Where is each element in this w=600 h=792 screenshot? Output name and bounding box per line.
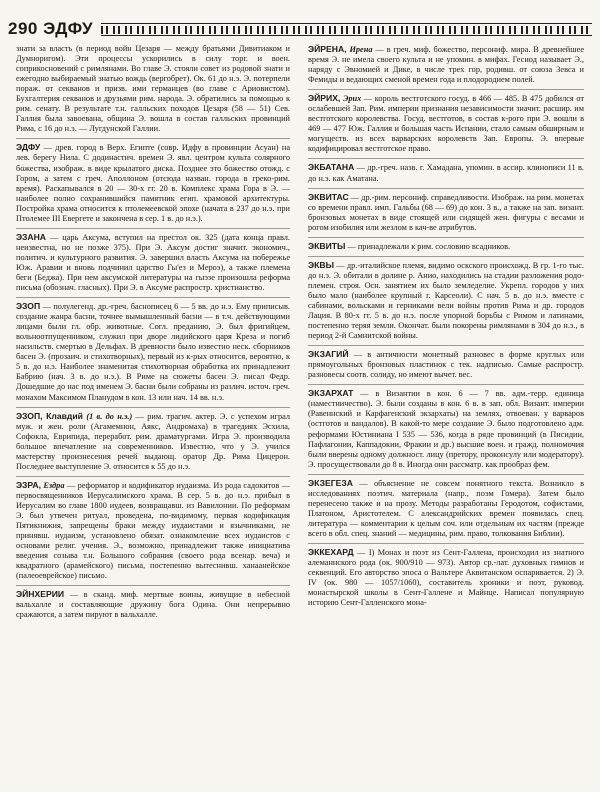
dictionary-entry: [16, 589, 290, 620]
dictionary-entry: [308, 478, 584, 539]
entry-divider: [308, 474, 584, 475]
entry-headword: ЭЙРИХ,: [308, 93, 341, 104]
entry-alt-name: Ирена: [349, 45, 373, 54]
entry-headword: ЭКЗЕГЕЗА: [308, 477, 353, 488]
entry-alt-name: Ездра: [43, 480, 65, 490]
entry-text: — принадлежали к рим. сословию всадников.: [347, 241, 511, 251]
entry-text: — рим. трагич. актер. Э. с успехом играл муж. и жен. роли (Агамемнон, Аякс, Андромаха) в трагедиях Эсхила, Софокла, Еврипида, переработ. рим. драматургами. Игра Э. производила большое впечатление на современников. Известно, что у Э. учился мастерству произнесения речей выдающ. оратор Др. Рима Цицерон. Последнее выступление Э. относится к 55 до н.э.: [16, 411, 290, 471]
dictionary-entry: [308, 241, 584, 252]
entry-headword: ЭЗОП, Клавдий: [16, 410, 83, 421]
entry-text: — в греч. миф. божество, персониф. мира. В древнейшее время Э. не имела своего культа и не упомин. в мифах. Гесиод называет Э., наряду с Эвномией и Дике, в числе трех гор, родивш. от союза Зевса и Фемиды и ведающих сменой времен года и плодородием полей.: [308, 45, 584, 85]
entry-headword: ЭЙНХЕРИИ: [16, 589, 65, 600]
page-number-heading: [8, 19, 93, 39]
entry-alt-name: Эрих: [342, 94, 362, 104]
entry-headword: ЭКВИТЫ: [308, 240, 346, 251]
entry-headword: ЭДФУ: [16, 142, 41, 153]
entry-divider: [308, 345, 584, 346]
entry-text: — древ. город в Верх. Египте (совр. Идфу в провинции Асуан) на лев. берегу Нила. С додинастич. времен Э. явл. центром культа солярного божества, изображ. в виде крылатого диска. Позднее это божество отожд. с Гором, а затем с греч. Аполлоном (отсюда назван. города в греко-рим. время). Раскапывался в 20 — 30-х гг. 20 в. Комплекс храма Гора в Э. — наиболее полно сохранившийся памятник егип. храмовой архитектуры. Постройка храма относится к птолемеевской эпохе (начата в 237 до н.э. при Птолемее III Евергете и закончена в сер. 1 в. до н.э.).: [16, 143, 290, 223]
entry-divider: [308, 188, 584, 189]
entry-alt-name: (1 в. до н.э.): [86, 411, 133, 421]
dictionary-entry: [308, 162, 584, 183]
dictionary-entry: [308, 192, 584, 233]
entry-text: — полулегенд. др.-греч. баснописец 6 — 5 вв. до н.э. Ему приписыв. создание жанра басни, точнее вымышленный басни — в т.ч. действующими лицами были гл. обр. животные. Согл. преданию, Э. был фригийцем, вольноотпущенником, служил при дворе лидийского царя Креза и погиб насильств. смертью в Дельфах. В древности было известно неск. сборников басен Э. (прозаич. и стихотворных), первый из к-рых относится, вероятно, к 5 в. до н.э. Наиболее знаменитая стихотворная обработка их принадлежит Бабрию (нач. 3 в. до н.э.). В Риме на сюжеты басен Э. писал Федр. Дошедшие до нас под именем Э. басни были собраны из различ. источ. греч. монахом Максимом Планудом в кон. 13 или нач. 14 вв. н.э.: [16, 302, 290, 402]
entry-divider: [16, 228, 290, 229]
entry-text: — в античности монетный разновес в форме круглых или прямоугольных бронзовых пластинок с тек. надписью. Самые распростр. разновесы соотв. солиду, но имеют вычет. вес.: [308, 350, 584, 380]
entry-headword: ЭКБАТАНА: [308, 162, 355, 173]
dictionary-entry: [16, 232, 290, 293]
entry-text: — реформатор и кодификатор иудаизма. Из рода садокитов — первосвященников Иерусалимского храма. В сер. 5 в. до н.э. прибыл в Иерусалим во главе 1800 иудеев, возвращавш. из Вавилонии. По реформам Э. был утвечен ритуал, проведена, по-видимому, первая кодификация Пятикнижия, запрещены браки между иудаистами и язычниками, не принявш. иудаизм, установлено обязат. ознакомление всех иудаистов с основами религ. учения. Э., возможно, принадлежит также инициатива введения созыва т.н. Большого собрания (своего рода всенар. веча) и квадратного (арамейского) письма, постепенно вытеснивш. ханаанейское (палеоеврейское) письмо.: [16, 480, 290, 581]
entry-headword: ЭКВИТАС: [308, 191, 349, 202]
entry-text: — король вестготского госуд. в 466 — 485. В 475 добился от ослабевшей Зап. Рим. империи признания независимости значит. расшир. им вестготского королевства. Госуд. вестготов, в состав к-рого при Э. вошли в 469 — 477 Юж. Галлия и большая часть Испании, стало самым обширным и могуществ. из всех варварских королевств Зап. Европы. Э. впервые кодифицировал вестготское право.: [308, 94, 584, 154]
dictionary-entry: [16, 142, 290, 223]
entry-text: — объяснение не совсем понятного текста. Возникло в исследованиях поэтич. материала (напр., поэм Гомера). Затем было перенесено также и на прозу. Методы разработаны Геродотом, софистами, Платоном, Аристотелем. С александрийских времен появилась спец. литература — комментарии к целым соч. или отдельным их частям (прежде всего в обл. спец. знаний — медицины, рим. право, толкования Библии).: [308, 478, 584, 538]
dictionary-entry: [16, 44, 290, 134]
running-head: ЭДФУ: [43, 19, 94, 38]
dictionary-entry: [16, 480, 290, 581]
entry-headword: ЭЗОП: [16, 301, 41, 312]
entry-divider: [308, 256, 584, 257]
entry-text: — I) Монах и поэт из Сент-Галлена, происходил из знатного алеманнского рода (ок. 900/910 — 973). Автор ср.-лат. духовных гимнов и секвенций. Его авторство эпоса о Вальтере Аквитанском оспаривается. 2) Э. IV (ок. 980 — 1057/1060), составитель хроники и поэт, руковод. монастырской школы в Сент-Галлене и Майнце. Написал популярную историю Сент-Галленского мона-: [308, 547, 584, 608]
entry-divider: [308, 89, 584, 90]
dictionary-entry: [308, 260, 584, 341]
left-column: [16, 44, 290, 786]
entry-headword: ЭКВЫ: [308, 259, 334, 270]
entry-headword: ЭККЕХАРД: [308, 546, 354, 557]
dictionary-entry: [16, 411, 290, 472]
entry-divider: [16, 407, 290, 408]
entry-text: знати за власть (в период войн Цезаря — между братьями Дивитиаком и Думноригом). Эти процессы ускорились в силу торг. и воен. соприкосновений с римлянами. Во главе Э. стояли совет из родовой знати и ежегодно выбираемый знатью вождь (вергобрет). Ок. 61 до н.э. Э. потерпели пораж. от секванов и призв. ими германцев (во главе с Ариовистом). Бухгалтерия секванов и друзьями рим. народа. Э. обратились за помощью к рим. сенату. В результате т.н. галльских походов Цезаря (58 — 51) Сев. Галлия была завоевана, община Э. вошла в состав галльских провинций Рима, с 16 до н.э. — Лугдунской Галлии.: [16, 44, 290, 134]
entry-headword: ЭКЗАРХАТ: [308, 388, 354, 399]
dictionary-entry: [308, 349, 584, 380]
dictionary-entry: [16, 301, 290, 402]
dictionary-entry: [308, 44, 584, 85]
dictionary-entry: [308, 93, 584, 154]
dictionary-entry: [308, 388, 584, 469]
page-number: 290: [8, 19, 38, 38]
entry-divider: [308, 158, 584, 159]
entry-divider: [16, 585, 290, 586]
entry-divider: [16, 476, 290, 477]
entry-text: — в Византии в кон. 6 — 7 вв. адм.-терр. единица (наместничество). Э. были созданы в кон. 6 в. в зап. обл. Визант. империи (Равеннский и Карфагенский экзархаты) на землях, отвоеван. у варваров (остготов и вандалов). В какой-то мере создание Э. было подготовлено адм. реформами Юстиниана I 535 — 536, когда в ряде провинций (в Писидии, Пафлагонии, Каппадокии, Фракии и др.) высшие воен. и гражд. полномочия были вверены одному должност. лицу (претору, проконсулу или модератору). Э. просуществовали до 8 в. Иногда они рассматр. как прообраз фем.: [308, 389, 584, 469]
entry-divider: [308, 384, 584, 385]
entry-text: — в сканд. миф. мертвые воины, живущие в небесной вальхалле и составляющие дружину бога Одина. Они непрерывно сражаются, а затем пируют в вальхалле.: [16, 590, 290, 620]
entry-divider: [308, 237, 584, 238]
entry-text: — царь Аксума, вступил на престол ок. 325 (дата конца правл. неизвестна, но не позже 375). При Э. Аксум достиг значит. экономич., политич. и культурного развития. Э. завершил власть Аксума на побережье Юж. Аравии и вновь подчинил царство Гы'ез и Мероэ), а также племена беги (Беджа). При нем аксумской литературы на гыэзе произошла реформа письма (обознач. гласных). При Э. в Аксуме распростр. христианство.: [16, 232, 290, 293]
entry-headword: ЭКЗАГИЙ: [308, 349, 349, 360]
page-header: [8, 18, 592, 40]
dictionary-entry: [308, 547, 584, 608]
entry-divider: [16, 138, 290, 139]
entry-headword: ЭЙРЕНА,: [308, 44, 347, 54]
header-ornament: [101, 23, 592, 36]
entry-text: — др.-греч. назв. г. Хамадана, упомин. в ассир. клинописи 11 в. до н.э. как Аматана.: [308, 163, 584, 183]
entry-headword: ЭЗАНА: [16, 231, 47, 242]
entry-text: — др.-италийское племя, видимо оскского происхожд. В гр. 1-го тыс. до н.э. Э. обитали в долине р. Анио, находились на стадии разложения родо-племен. строя. Осн. занятием их было земледелие. Укрепл. городов у них было мало (наиболее крупный г. Карсеоли). С нач. 5 в. до н.э. вместе с сабинами, вольсками и герниками вели войны против Рима и др. городов Лация. В 80-х гг. 5 в. до н.э. после упорной борьбы с Римом и латинами, постепенно теряя земли. Окончат. были покорены римлянами в 304 до н.э., в период 2-й Самнитской войны.: [308, 260, 584, 341]
right-column: [308, 44, 584, 786]
entry-divider: [16, 297, 290, 298]
entry-headword: ЭЗРА,: [16, 479, 41, 490]
entry-text: — др.-рим. персониф. справедливости. Изображ. на рим. монетах со времени правл. имп. Гальбы (68 — 69) до кон. 3 в., а также на зап. визант. бронзовых монетах в виде стоящей или сидящей жен. фигуры с весами и рогом изобилия или жезлом в кач-ве атрибутов.: [308, 192, 584, 232]
entry-divider: [308, 543, 584, 544]
